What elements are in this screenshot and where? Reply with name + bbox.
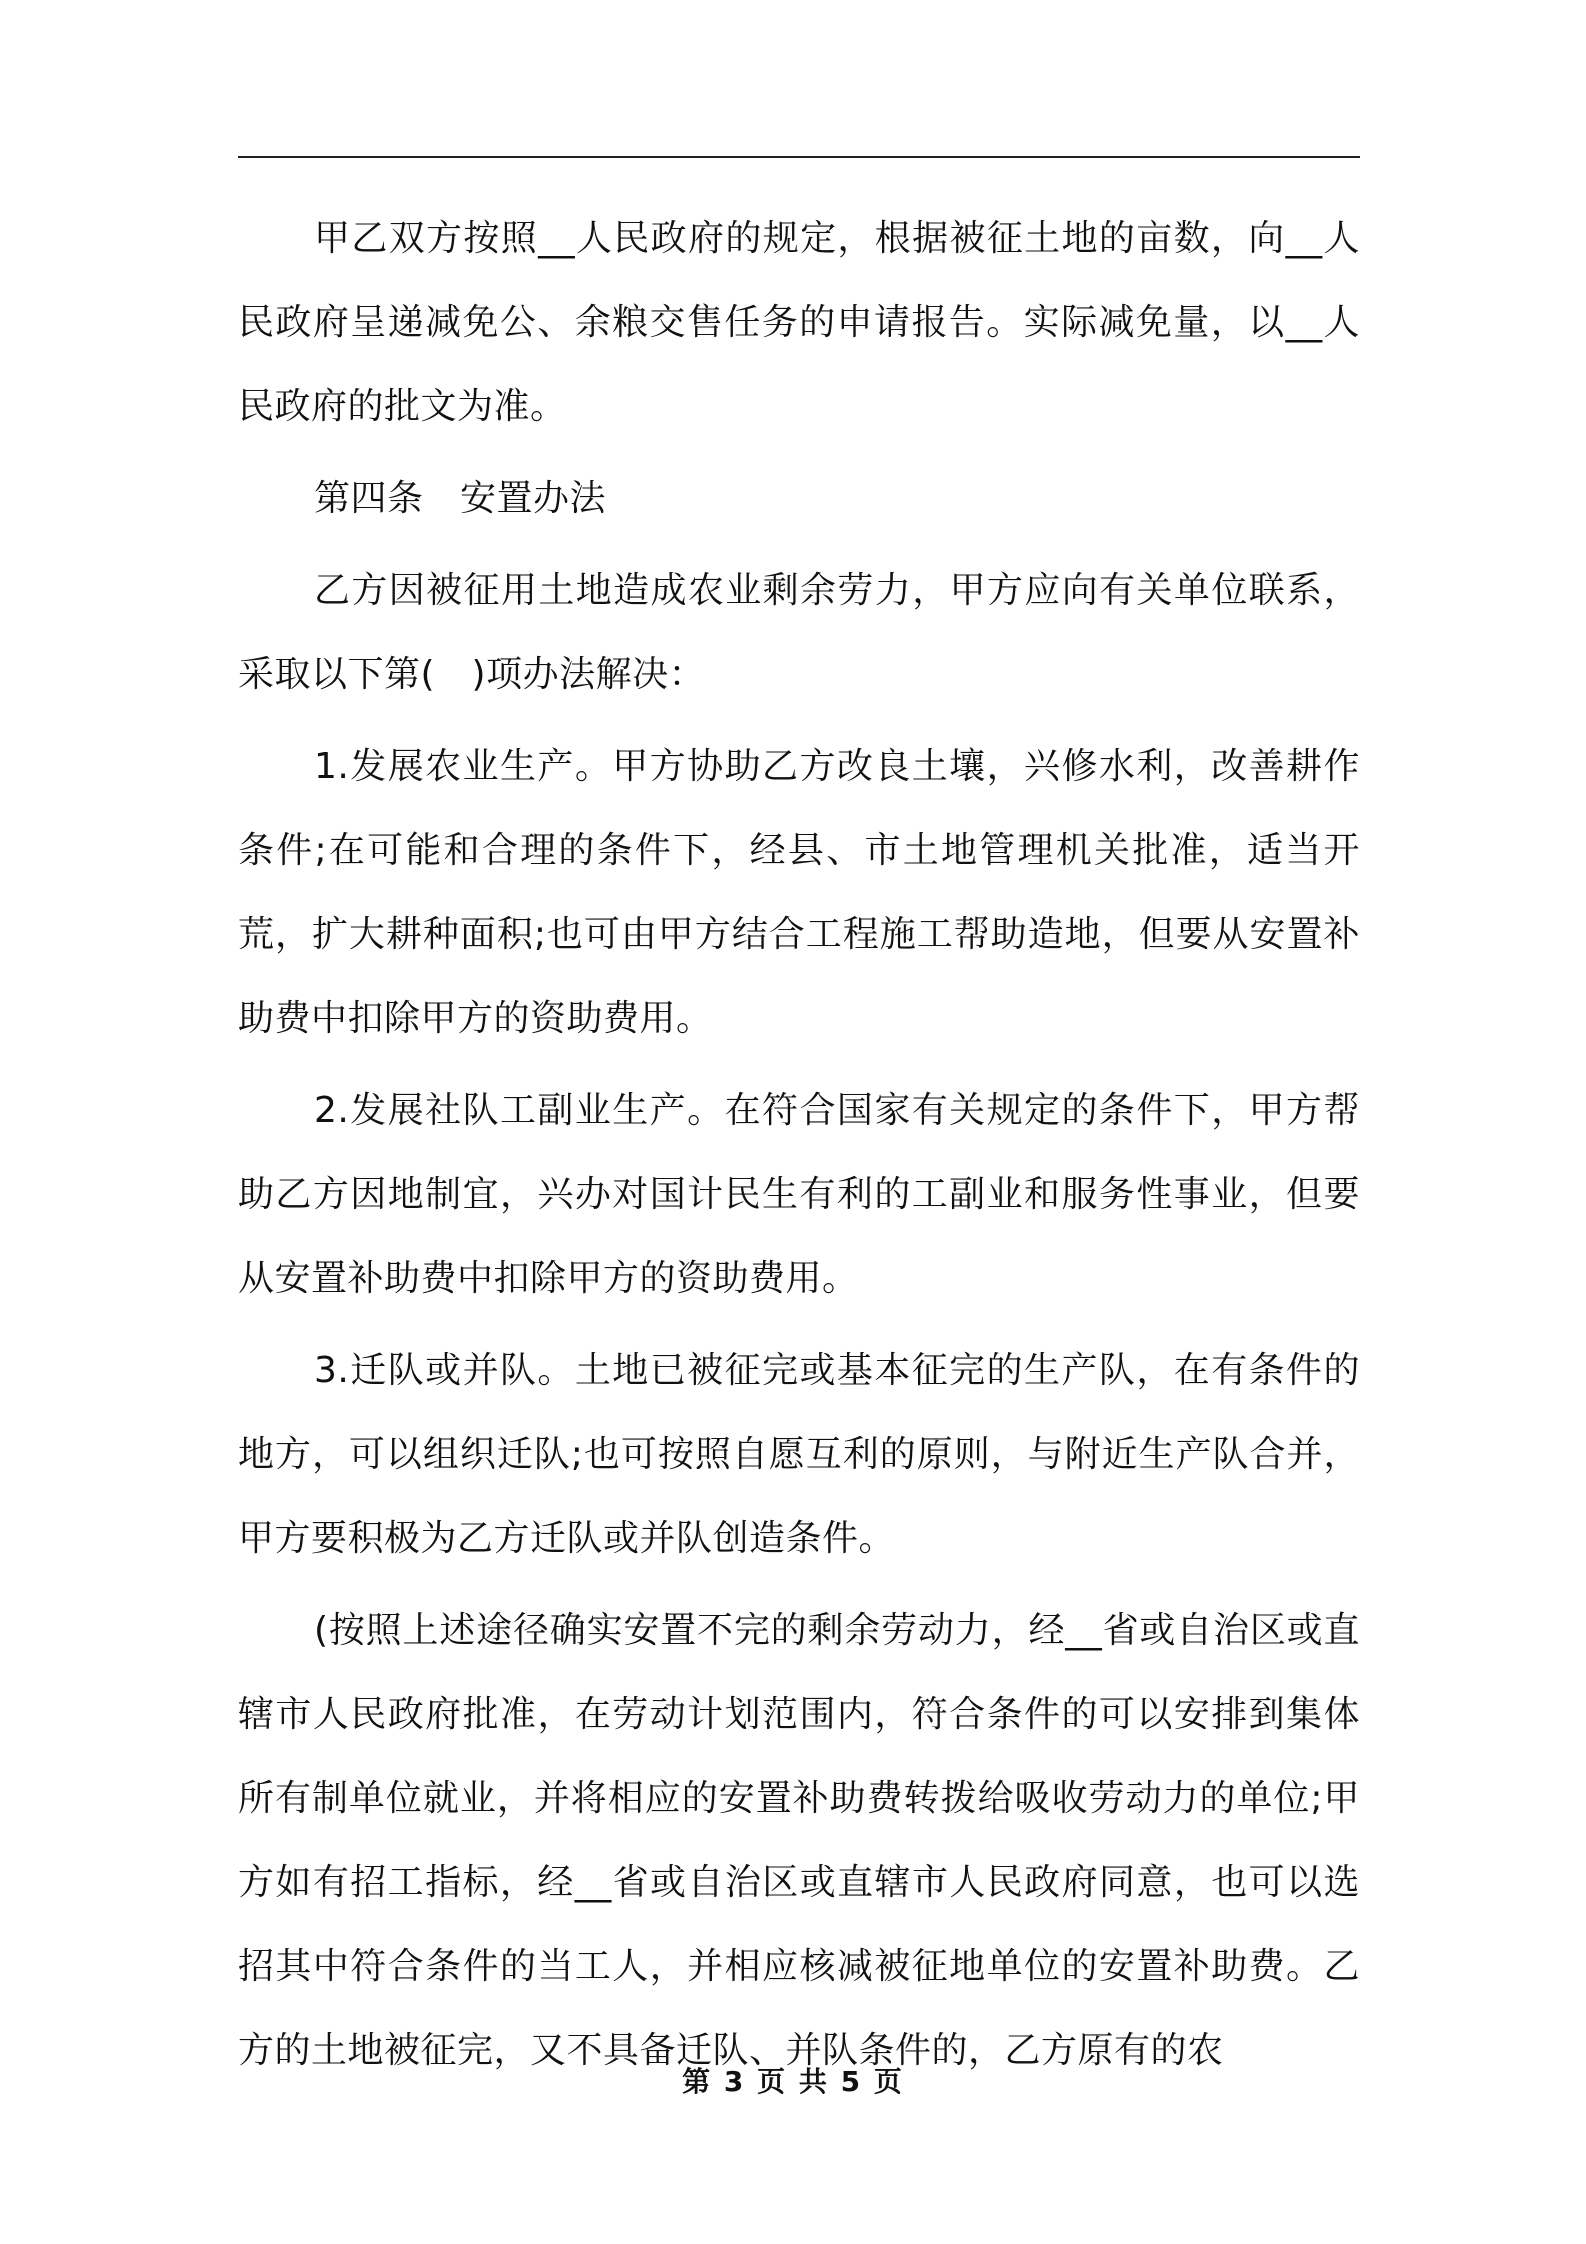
paragraph-remaining-labor: (按照上述途径确实安置不完的剩余劳动力，经__省或自治区或直辖市人民政府批准，在劳动计划范围内，符合条件的可以安排到集体所有制单位就业，并将相应的安置补助费转拨给吸收劳动力的单位;甲方如有招工指标，经__省或自治区或直辖市人民政府同意，也可以选招其中符合条件的当工人，并相应核减被征地单位的安置补助费。乙方的土地被征完，又不具备迁队、并队条件的，乙方原有的农 (238, 1610, 1360, 2071)
paragraph-item-1: 1.发展农业生产。甲方协助乙方改良土壤，兴修水利，改善耕作条件;在可能和合理的条件下，经县、市土地管理机关批准，适当开荒，扩大耕种面积;也可由甲方结合工程施工帮助造地，但要从安置补助费中扣除甲方的资助费用。 (238, 746, 1360, 1039)
section-heading-article-4: 第四条 安置办法 (314, 478, 607, 519)
paragraph-surplus-labor: 乙方因被征用土地造成农业剩余劳力，甲方应向有关单位联系，采取以下第( )项办法解决： (238, 570, 1360, 695)
document-body (238, 197, 1360, 2101)
header-rule (238, 156, 1360, 158)
page-number: 第 3 页 共 5 页 (682, 2065, 904, 2098)
paragraph-item-3: 3.迁队或并队。土地已被征完或基本征完的生产队，在有条件的地方，可以组织迁队;也可按照自愿互利的原则，与附近生产队合并，甲方要积极为乙方迁队或并队创造条件。 (238, 1350, 1360, 1559)
paragraph-item-2: 2.发展社队工副业生产。在符合国家有关规定的条件下，甲方帮助乙方因地制宜，兴办对国计民生有利的工副业和服务性事业，但要从安置补助费中扣除甲方的资助费用。 (238, 1090, 1360, 1299)
paragraph-grain-reduction: 甲乙双方按照__人民政府的规定，根据被征土地的亩数，向__人民政府呈递减免公、余粮交售任务的申请报告。实际减免量，以__人民政府的批文为准。 (238, 218, 1360, 427)
